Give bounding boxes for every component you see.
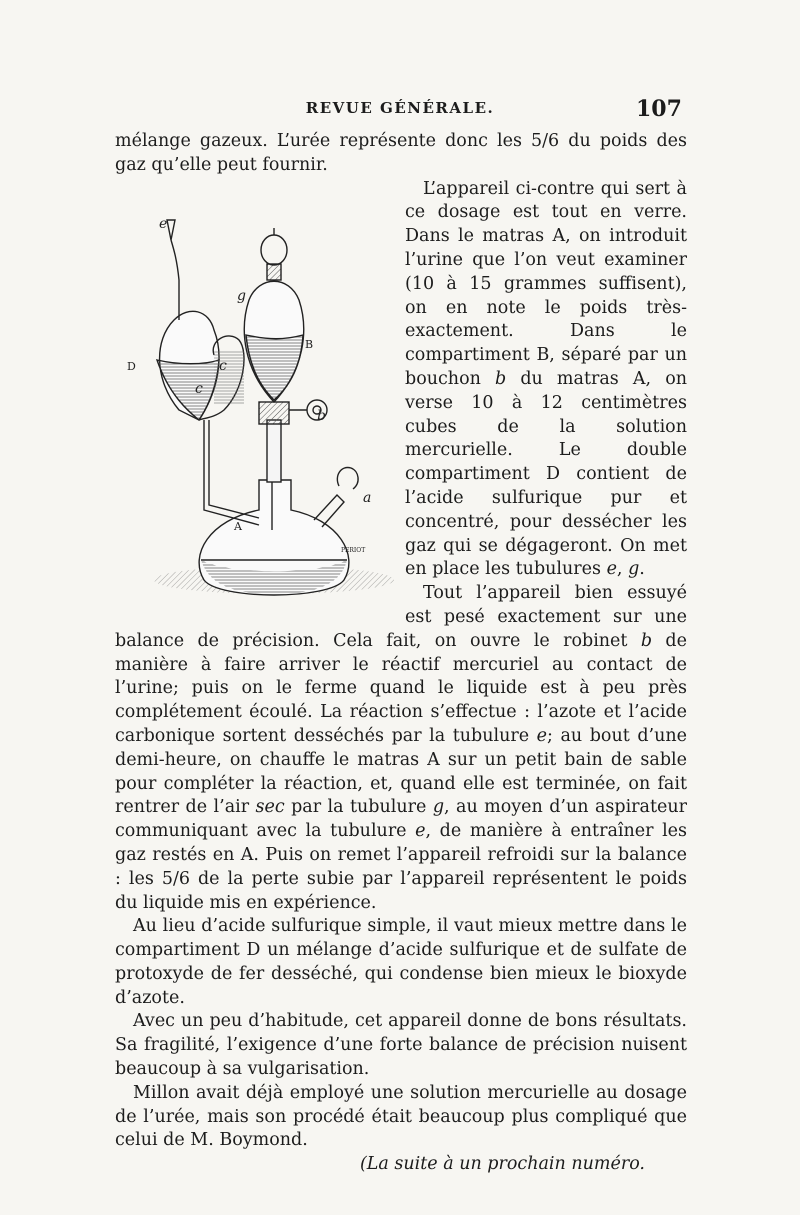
continuation-note: (La suite à un prochain numéro. <box>359 1154 645 1175</box>
apparatus-figure <box>109 180 399 612</box>
label-a: a <box>363 489 372 506</box>
label-g: g <box>237 287 246 304</box>
engraver-signature: PERIOT <box>341 546 366 554</box>
paragraph-6: Millon avait déjà employé une solution mercurielle au dosage de l’urée, mais son procédé était beaucoup plus compliqué que celui de M. Boymond. <box>115 1082 687 1151</box>
label-D: D <box>127 359 136 373</box>
label-A: A <box>234 519 242 533</box>
article-body <box>115 130 687 1177</box>
label-B: B <box>305 337 314 351</box>
label-b: b <box>317 407 326 424</box>
label-c-2: c <box>195 380 203 397</box>
paragraph-2: L’appareil ci-contre qui sert à ce dosage est tout en verre. Dans le matras A, on introduit l’urine que l’on veut examiner (10 à 15 grammes suffisent), on en note le poids très-exactement. Dans le compartiment B, séparé par un bouchon b du matras A, on verse 10 à 12 centimètres cubes de la solution mercurielle. Le double compartiment D contient de l’acide sulfurique pur et concentré, pour dessécher les gaz qui se dégageront. On met en place les tubulures e, g. <box>405 178 688 580</box>
paragraph-5: Avec un peu d’habitude, cet appareil donne de bons résultats. Sa fragilité, l’exigence d’une forte balance de précision nuisent beaucoup à sa vulgarisation. <box>115 1011 687 1080</box>
running-title: REVUE GÉNÉRALE. <box>305 99 495 117</box>
page-number: 107 <box>636 96 682 122</box>
paragraph-4: Au lieu d’acide sulfurique simple, il vaut mieux mettre dans le compartiment D un mélange d’acide sulfurique et de sulfate de protoxyde de fer desséché, qui condense bien mieux le bioxyde d’azote. <box>115 916 687 1008</box>
paragraph-3: Tout l’appareil bien essuyé est pesé exactement sur une balance de précision. Cela fait, on ouvre le robinet b de manière à faire arriver le réactif mercuriel au contact de l’urine; puis on le ferme quand le liquide est à peu près complétement écoulé. La réaction s’effectue : l’azote et l’acide carbonique sortent desséchés par la tubulure e; au bout d’une demi-heure, on chauffe le matras A sur un petit bain de sable pour compléter la réaction, et, quand elle est terminée, on fait rentrer de l’air sec par la tubulure g, au moyen d’un aspirateur communiquant avec la tubulure e, de manière à entraîner les gaz restés en A. Puis on remet l’appareil refroidi sur la balance : les 5/6 de la perte subie par l’appareil représentent le poids du liquide mis en expérience. <box>115 583 687 913</box>
apparatus-illustration <box>109 180 399 612</box>
label-e: e <box>159 215 168 232</box>
label-c-1: c <box>219 357 227 374</box>
paragraph-1: mélange gazeux. L’urée représente donc les 5/6 du poids des gaz qu’elle peut fournir. <box>115 131 687 175</box>
